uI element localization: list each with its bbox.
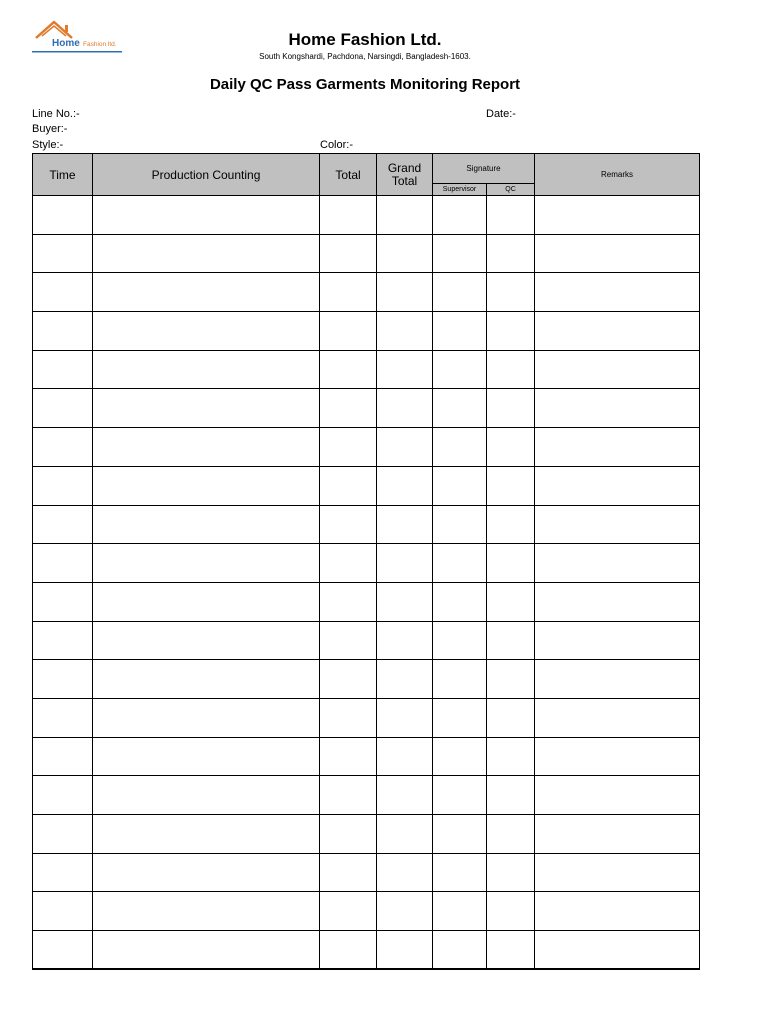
qc-signature-cell[interactable] <box>487 312 535 351</box>
supervisor-signature-cell[interactable] <box>433 737 487 776</box>
total-cell[interactable] <box>320 196 377 235</box>
time-cell[interactable] <box>33 853 93 892</box>
supervisor-signature-cell[interactable] <box>433 660 487 699</box>
qc-signature-cell[interactable] <box>487 815 535 854</box>
time-cell[interactable] <box>33 660 93 699</box>
svg-text:Fashion ltd.: Fashion ltd. <box>83 41 117 48</box>
time-cell[interactable] <box>33 312 93 351</box>
time-cell[interactable] <box>33 582 93 621</box>
svg-text:Home: Home <box>52 38 80 49</box>
time-cell[interactable] <box>33 776 93 815</box>
production-counting-cell[interactable] <box>93 466 320 505</box>
production-counting-cell[interactable] <box>93 698 320 737</box>
grand-total-cell[interactable] <box>377 312 433 351</box>
time-cell[interactable] <box>33 234 93 273</box>
remarks-cell[interactable] <box>535 350 700 389</box>
qc-signature-cell[interactable] <box>487 660 535 699</box>
qc-signature-cell[interactable] <box>487 931 535 970</box>
production-counting-cell[interactable] <box>93 312 320 351</box>
supervisor-signature-cell[interactable] <box>433 196 487 235</box>
grand-total-cell[interactable] <box>377 892 433 931</box>
grand-total-cell[interactable] <box>377 660 433 699</box>
supervisor-signature-cell[interactable] <box>433 892 487 931</box>
time-cell[interactable] <box>33 350 93 389</box>
grand-total-cell[interactable] <box>377 466 433 505</box>
total-cell[interactable] <box>320 582 377 621</box>
remarks-cell[interactable] <box>535 466 700 505</box>
production-counting-cell[interactable] <box>93 544 320 583</box>
remarks-cell[interactable] <box>535 660 700 699</box>
supervisor-signature-cell[interactable] <box>433 389 487 428</box>
grand-total-cell[interactable] <box>377 196 433 235</box>
remarks-cell[interactable] <box>535 621 700 660</box>
qc-signature-cell[interactable] <box>487 892 535 931</box>
table-row <box>33 505 700 544</box>
grand-total-cell[interactable] <box>377 853 433 892</box>
grand-total-cell[interactable] <box>377 737 433 776</box>
time-cell[interactable] <box>33 544 93 583</box>
supervisor-signature-cell[interactable] <box>433 234 487 273</box>
style-label: Style:- <box>32 139 64 151</box>
table-row <box>33 234 700 273</box>
table-row <box>33 853 700 892</box>
production-counting-cell[interactable] <box>93 892 320 931</box>
table-row <box>33 931 700 970</box>
production-counting-cell[interactable] <box>93 505 320 544</box>
grand-total-cell[interactable] <box>377 428 433 467</box>
production-counting-cell[interactable] <box>93 737 320 776</box>
qc-signature-cell[interactable] <box>487 466 535 505</box>
table-row <box>33 892 700 931</box>
table-row <box>33 544 700 583</box>
time-cell[interactable] <box>33 389 93 428</box>
production-counting-cell[interactable] <box>93 660 320 699</box>
supervisor-signature-cell[interactable] <box>433 505 487 544</box>
report-title: Daily QC Pass Garments Monitoring Report <box>209 76 521 93</box>
header-grand-total: Grand Total <box>377 154 433 196</box>
production-counting-cell[interactable] <box>93 582 320 621</box>
total-cell[interactable] <box>320 273 377 312</box>
total-cell[interactable] <box>320 931 377 970</box>
remarks-cell[interactable] <box>535 931 700 970</box>
time-cell[interactable] <box>33 466 93 505</box>
supervisor-signature-cell[interactable] <box>433 931 487 970</box>
supervisor-signature-cell[interactable] <box>433 312 487 351</box>
remarks-cell[interactable] <box>535 196 700 235</box>
supervisor-signature-cell[interactable] <box>433 544 487 583</box>
time-cell[interactable] <box>33 505 93 544</box>
grand-total-cell[interactable] <box>377 621 433 660</box>
grand-total-cell[interactable] <box>377 350 433 389</box>
remarks-cell[interactable] <box>535 853 700 892</box>
qc-signature-cell[interactable] <box>487 234 535 273</box>
production-counting-cell[interactable] <box>93 389 320 428</box>
table-row <box>33 582 700 621</box>
supervisor-signature-cell[interactable] <box>433 776 487 815</box>
supervisor-signature-cell[interactable] <box>433 582 487 621</box>
table-row <box>33 389 700 428</box>
production-counting-cell[interactable] <box>93 428 320 467</box>
color-label: Color:- <box>320 139 354 151</box>
supervisor-signature-cell[interactable] <box>433 698 487 737</box>
header-supervisor: Supervisor <box>433 184 487 196</box>
qc-signature-cell[interactable] <box>487 389 535 428</box>
production-counting-cell[interactable] <box>93 853 320 892</box>
total-cell[interactable] <box>320 544 377 583</box>
remarks-cell[interactable] <box>535 815 700 854</box>
qc-signature-cell[interactable] <box>487 737 535 776</box>
remarks-cell[interactable] <box>535 505 700 544</box>
supervisor-signature-cell[interactable] <box>433 815 487 854</box>
qc-signature-cell[interactable] <box>487 196 535 235</box>
table-row <box>33 312 700 351</box>
production-counting-cell[interactable] <box>93 273 320 312</box>
total-cell[interactable] <box>320 389 377 428</box>
header-production-counting: Production Counting <box>93 154 320 196</box>
qc-signature-cell[interactable] <box>487 544 535 583</box>
total-cell[interactable] <box>320 312 377 351</box>
buyer-label: Buyer:- <box>32 123 68 135</box>
remarks-cell[interactable] <box>535 428 700 467</box>
grand-total-cell[interactable] <box>377 582 433 621</box>
header-time: Time <box>33 154 93 196</box>
grand-total-cell[interactable] <box>377 544 433 583</box>
qc-signature-cell[interactable] <box>487 776 535 815</box>
time-cell[interactable] <box>33 621 93 660</box>
supervisor-signature-cell[interactable] <box>433 350 487 389</box>
table-row <box>33 466 700 505</box>
supervisor-signature-cell[interactable] <box>433 466 487 505</box>
qc-signature-cell[interactable] <box>487 582 535 621</box>
remarks-cell[interactable] <box>535 312 700 351</box>
grand-total-cell[interactable] <box>377 698 433 737</box>
table-row <box>33 660 700 699</box>
production-counting-cell[interactable] <box>93 621 320 660</box>
total-cell[interactable] <box>320 428 377 467</box>
remarks-cell[interactable] <box>535 892 700 931</box>
table-row <box>33 737 700 776</box>
company-address: South Kongshardi, Pachdona, Narsingdi, Bangladesh-1603. <box>259 52 471 61</box>
supervisor-signature-cell[interactable] <box>433 853 487 892</box>
table-row <box>33 196 700 235</box>
grand-total-cell[interactable] <box>377 815 433 854</box>
remarks-cell[interactable] <box>535 234 700 273</box>
table-row <box>33 621 700 660</box>
table-row <box>33 428 700 467</box>
remarks-cell[interactable] <box>535 582 700 621</box>
supervisor-signature-cell[interactable] <box>433 621 487 660</box>
remarks-cell[interactable] <box>535 698 700 737</box>
supervisor-signature-cell[interactable] <box>433 428 487 467</box>
header-qc: QC <box>487 184 535 196</box>
qc-signature-cell[interactable] <box>487 273 535 312</box>
time-cell[interactable] <box>33 196 93 235</box>
table-row <box>33 815 700 854</box>
production-counting-cell[interactable] <box>93 931 320 970</box>
qc-signature-cell[interactable] <box>487 428 535 467</box>
grand-total-cell[interactable] <box>377 505 433 544</box>
header-total: Total <box>320 154 377 196</box>
remarks-cell[interactable] <box>535 273 700 312</box>
date-label: Date:- <box>486 108 516 120</box>
grand-total-cell[interactable] <box>377 931 433 970</box>
total-cell[interactable] <box>320 737 377 776</box>
table-row <box>33 273 700 312</box>
production-counting-cell[interactable] <box>93 234 320 273</box>
total-cell[interactable] <box>320 350 377 389</box>
total-cell[interactable] <box>320 660 377 699</box>
grand-total-cell[interactable] <box>377 234 433 273</box>
header-remarks: Remarks <box>535 154 700 196</box>
qc-signature-cell[interactable] <box>487 698 535 737</box>
total-cell[interactable] <box>320 892 377 931</box>
production-counting-cell[interactable] <box>93 776 320 815</box>
time-cell[interactable] <box>33 273 93 312</box>
table-row <box>33 698 700 737</box>
time-cell[interactable] <box>33 815 93 854</box>
total-cell[interactable] <box>320 505 377 544</box>
time-cell[interactable] <box>33 931 93 970</box>
remarks-cell[interactable] <box>535 389 700 428</box>
qc-table <box>32 153 700 970</box>
production-counting-cell[interactable] <box>93 815 320 854</box>
company-name: Home Fashion Ltd. <box>288 30 442 49</box>
grand-total-cell[interactable] <box>377 273 433 312</box>
remarks-cell[interactable] <box>535 776 700 815</box>
total-cell[interactable] <box>320 698 377 737</box>
time-cell[interactable] <box>33 428 93 467</box>
qc-signature-cell[interactable] <box>487 853 535 892</box>
total-cell[interactable] <box>320 776 377 815</box>
total-cell[interactable] <box>320 234 377 273</box>
time-cell[interactable] <box>33 698 93 737</box>
line-no-label: Line No.:- <box>32 108 80 120</box>
time-cell[interactable] <box>33 892 93 931</box>
qc-signature-cell[interactable] <box>487 350 535 389</box>
table-row <box>33 350 700 389</box>
header-signature: Signature <box>433 154 535 184</box>
total-cell[interactable] <box>320 853 377 892</box>
qc-signature-cell[interactable] <box>487 505 535 544</box>
production-counting-cell[interactable] <box>93 196 320 235</box>
table-row <box>33 776 700 815</box>
grand-total-cell[interactable] <box>377 776 433 815</box>
total-cell[interactable] <box>320 466 377 505</box>
total-cell[interactable] <box>320 621 377 660</box>
remarks-cell[interactable] <box>535 737 700 776</box>
supervisor-signature-cell[interactable] <box>433 273 487 312</box>
grand-total-cell[interactable] <box>377 389 433 428</box>
production-counting-cell[interactable] <box>93 350 320 389</box>
qc-signature-cell[interactable] <box>487 621 535 660</box>
total-cell[interactable] <box>320 815 377 854</box>
remarks-cell[interactable] <box>535 544 700 583</box>
time-cell[interactable] <box>33 737 93 776</box>
